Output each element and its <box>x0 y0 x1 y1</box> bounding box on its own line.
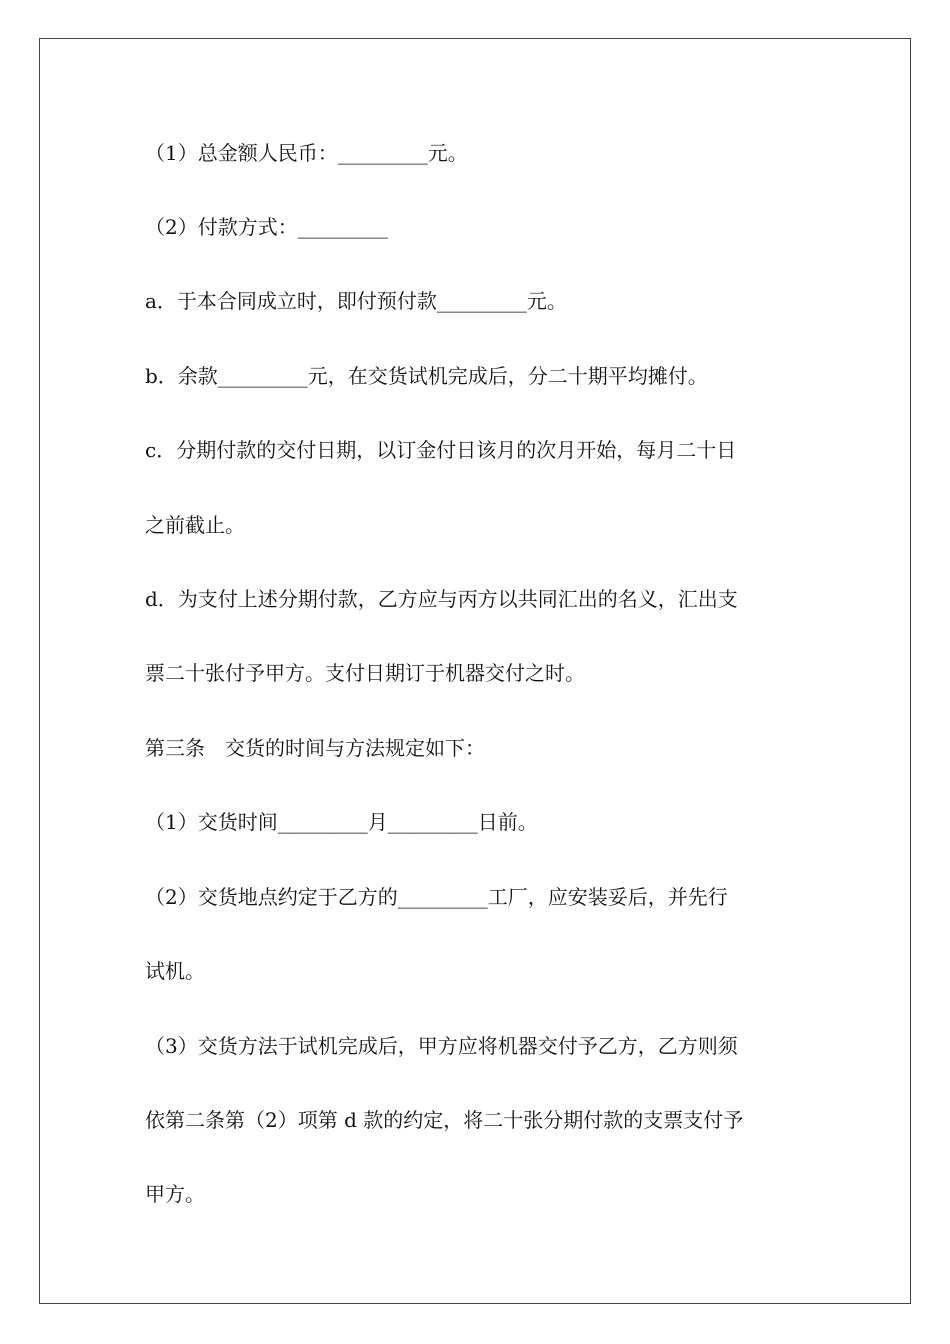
clause-d-line-2: 票二十张付予甲方。支付日期订于机器交付之时。 <box>145 661 585 685</box>
delivery-method-line-3: 甲方。 <box>145 1182 205 1206</box>
clause-b-line: b．余款_________元，在交货试机完成后，分二十期平均摊付。 <box>145 364 708 388</box>
delivery-method-line-2: 依第二条第（2）项第 d 款的约定，将二十张分期付款的支票支付予 <box>145 1108 744 1132</box>
delivery-method-line-1: （3）交货方法于试机完成后，甲方应将机器交付予乙方，乙方则须 <box>145 1034 738 1058</box>
payment-method-line: （2）付款方式：_________ <box>145 215 388 239</box>
total-amount-line: （1）总金额人民币：_________元。 <box>145 141 468 165</box>
delivery-location-line-2: 试机。 <box>145 959 205 983</box>
article-three-heading: 第三条 交货的时间与方法规定如下： <box>145 736 485 760</box>
delivery-location-line-1: （2）交货地点约定于乙方的_________工厂，应安装妥后，并先行 <box>145 885 728 909</box>
clause-c-line-2: 之前截止。 <box>145 513 245 537</box>
delivery-time-line: （1）交货时间_________月_________日前。 <box>145 810 538 834</box>
clause-c-line-1: c．分期付款的交付日期，以订金付日该月的次月开始，每月二十日 <box>145 438 737 462</box>
clause-d-line-1: d．为支付上述分期付款，乙方应与丙方以共同汇出的名义，汇出支 <box>145 587 738 611</box>
clause-a-line: a．于本合同成立时，即付预付款_________元。 <box>145 289 567 313</box>
